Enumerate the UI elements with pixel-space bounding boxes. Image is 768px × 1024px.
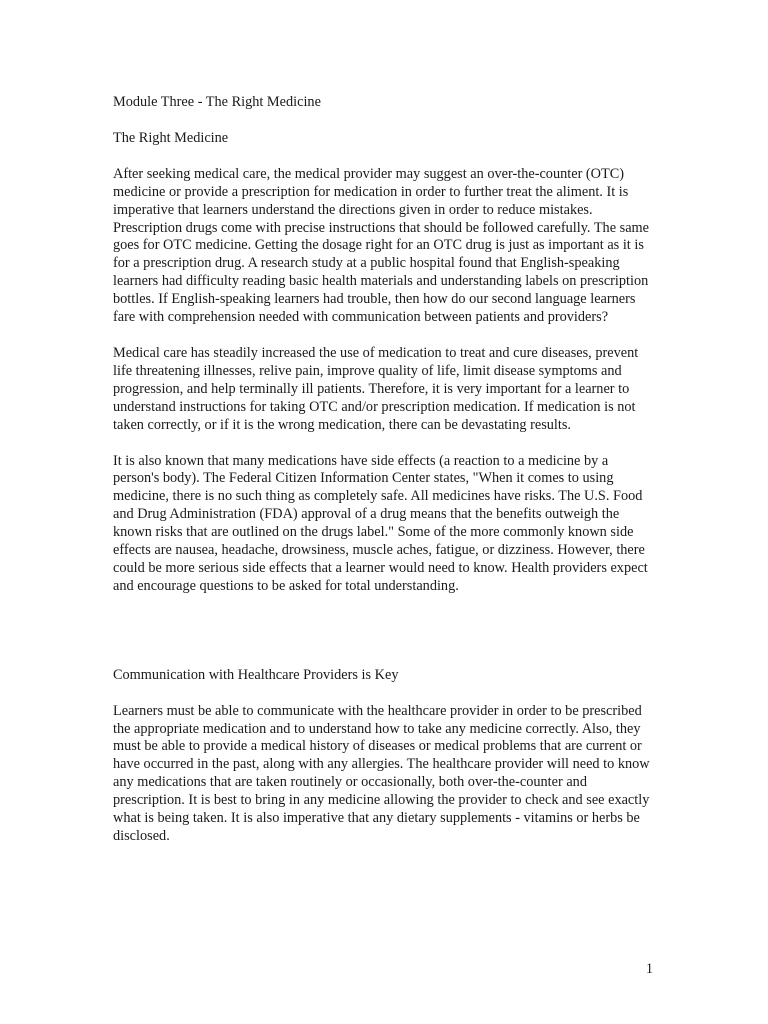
module-title: Module Three - The Right Medicine	[113, 94, 321, 110]
section-spacer	[113, 596, 653, 649]
paragraph-otc-prescription: After seeking medical care, the medical provider may suggest an over-the-counter (OTC) medicine or provide a prescription for medication in order to further treat the aliment. It is imperative that learners understand the directions given in order to reduce mistakes. Prescription drugs come with precise instructions that should be followed carefully. The same goes for OTC medicine. Getting the dosage right for an OTC drug is just as important as it is for a prescription drug. A research study at a public hospital found that English-speaking learners had difficulty reading basic health materials and understanding labels on prescription bottles. If English-speaking learners had trouble, then how do our second language learners fare with comprehension needed with communication between patients and providers?	[113, 165, 650, 326]
paragraph-medical-care-medication: Medical care has steadily increased the use of medication to treat and cure diseases, prevent life threatening illnesses, relive pain, improve quality of life, limit disease symptoms and progression, and help terminally ill patients. Therefore, it is very important for a learner to understand instructions for taking OTC and/or prescription medication. If medication is not taken correctly, or if it is the wrong medication, there can be devastating results.	[113, 344, 639, 433]
page-number: 1	[645, 961, 653, 977]
document-body	[113, 94, 653, 846]
section-heading-right-medicine: The Right Medicine	[113, 129, 229, 146]
paragraph-side-effects: It is also known that many medications have side effects (a reaction to a medicine by a person's body). The Federal Citizen Information Center states, "When it comes to using medicine, there is no such thing as completely safe. All medicines have risks. The U.S. Food and Drug Administration (FDA) approval of a drug means that the benefits outweigh the known risks that are outlined on the drugs label." Some of the more commonly known side effects are nausea, headache, drowsiness, muscle aches, fatigue, or dizziness. However, there could be more serious side effects that a learner would need to know. Health providers expect and encourage questions to be asked for total understanding.	[113, 452, 648, 594]
section-heading-communication: Communication with Healthcare Providers is Key	[113, 666, 399, 683]
paragraph-communication-providers: Learners must be able to communicate with the healthcare provider in order to be prescribed the appropriate medication and to understand how to take any medicine correctly. Also, they must be able to provide a medical history of diseases or medical problems that are current or have occurred in the past, along with any allergies. The healthcare provider will need to know any medications that are taken routinely or occasionally, both over-the-counter and prescription. It is best to bring in any medicine allowing the provider to check and see exactly what is being taken. It is also imperative that any dietary supplements - vitamins or herbs be disclosed.	[113, 702, 650, 844]
